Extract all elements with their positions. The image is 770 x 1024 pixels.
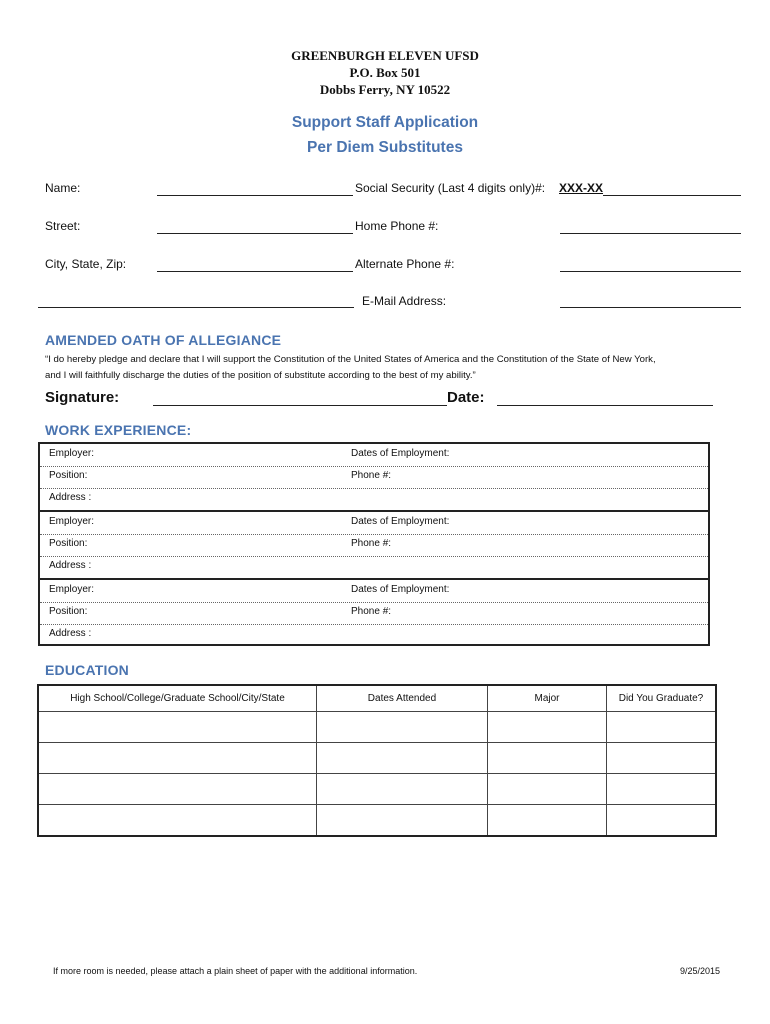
phone-label[interactable]: Phone #: [351,470,392,481]
position-label[interactable]: Position: [49,538,88,549]
city-line: Dobbs Ferry, NY 10522 [319,82,451,97]
date-label: Date: [447,389,485,406]
school-cell[interactable] [38,774,317,805]
dates-attended-column-header: Dates Attended [317,685,488,712]
email-field-right[interactable] [560,307,741,308]
major-cell[interactable] [488,774,607,805]
city-state-zip-field[interactable] [157,271,353,272]
address-row [40,624,708,646]
education-row [38,743,716,774]
home-phone-field[interactable] [560,233,741,234]
email-field[interactable] [38,307,354,308]
employer-label[interactable]: Employer: [49,516,95,527]
major-cell[interactable] [488,743,607,774]
employer-row [40,444,708,467]
alt-phone-field[interactable] [560,271,741,272]
graduated-cell[interactable] [607,743,717,774]
dates-of-employment-label[interactable]: Dates of Employment: [351,448,450,459]
position-label[interactable]: Position: [49,470,88,481]
graduated-column-header: Did You Graduate? [607,685,717,712]
email-label: E-Mail Address: [362,294,447,308]
education-row [38,712,716,743]
ssn-field[interactable] [603,195,741,196]
street-field[interactable] [157,233,353,234]
po-box: P.O. Box 501 [349,65,421,80]
school-cell[interactable] [38,805,317,837]
name-field[interactable] [157,195,353,196]
street-label: Street: [45,219,81,233]
address-row [40,488,708,512]
dates-attended-cell[interactable] [317,743,488,774]
dates-of-employment-label[interactable]: Dates of Employment: [351,584,450,595]
ssn-label: Social Security (Last 4 digits only)#: [355,181,546,195]
oath-text-line1: “I do hereby pledge and declare that I will support the Constitution of the United States of America and the Constitution of the State of New York, [45,354,656,365]
education-row [38,774,716,805]
phone-label[interactable]: Phone #: [351,538,392,549]
address-label[interactable]: Address : [49,560,92,571]
graduated-cell[interactable] [607,712,717,743]
position-label[interactable]: Position: [49,606,88,617]
employer-label[interactable]: Employer: [49,584,95,595]
employer-row [40,512,708,535]
position-row [40,466,708,489]
education-table [37,684,717,837]
oath-heading: AMENDED OATH OF ALLEGIANCE [45,332,282,348]
dates-attended-cell[interactable] [317,774,488,805]
major-cell[interactable] [488,712,607,743]
school-cell[interactable] [38,743,317,774]
form-subtitle: Per Diem Substitutes [307,139,463,156]
major-cell[interactable] [488,805,607,837]
school-cell[interactable] [38,712,317,743]
form-title: Support Staff Application [291,114,479,131]
name-label: Name: [45,181,81,195]
graduated-cell[interactable] [607,805,717,837]
graduated-cell[interactable] [607,774,717,805]
dates-attended-cell[interactable] [317,805,488,837]
major-column-header: Major [488,685,607,712]
dates-attended-cell[interactable] [317,712,488,743]
position-row [40,602,708,625]
home-phone-label: Home Phone #: [355,219,439,233]
employer-label[interactable]: Employer: [49,448,95,459]
signature-field[interactable] [153,405,447,406]
footer-date: 9/25/2015 [680,966,721,976]
phone-label[interactable]: Phone #: [351,606,392,617]
district-name: GREENBURGH ELEVEN UFSD [291,48,479,63]
signature-label: Signature: [45,389,120,406]
work-experience-box [38,442,710,646]
date-field[interactable] [497,405,713,406]
city-state-zip-label: City, State, Zip: [45,257,127,271]
work-experience-heading: WORK EXPERIENCE: [45,422,192,438]
education-row [38,805,716,837]
ssn-value: XXX-XX [559,181,604,195]
dates-of-employment-label[interactable]: Dates of Employment: [351,516,450,527]
address-label[interactable]: Address : [49,628,92,639]
position-row [40,534,708,557]
education-header-row [38,685,716,712]
oath-text-line2: and I will faithfully discharge the duties of the position of substitute according to the best of my ability.” [45,370,476,381]
footer-note: If more room is needed, please attach a plain sheet of paper with the additional information. [53,966,418,976]
education-heading: EDUCATION [45,662,129,678]
employer-row [40,580,708,603]
school-column-header: High School/College/Graduate School/City/State [38,685,317,712]
alt-phone-label: Alternate Phone #: [355,257,455,271]
address-row [40,556,708,580]
address-label[interactable]: Address : [49,492,92,503]
